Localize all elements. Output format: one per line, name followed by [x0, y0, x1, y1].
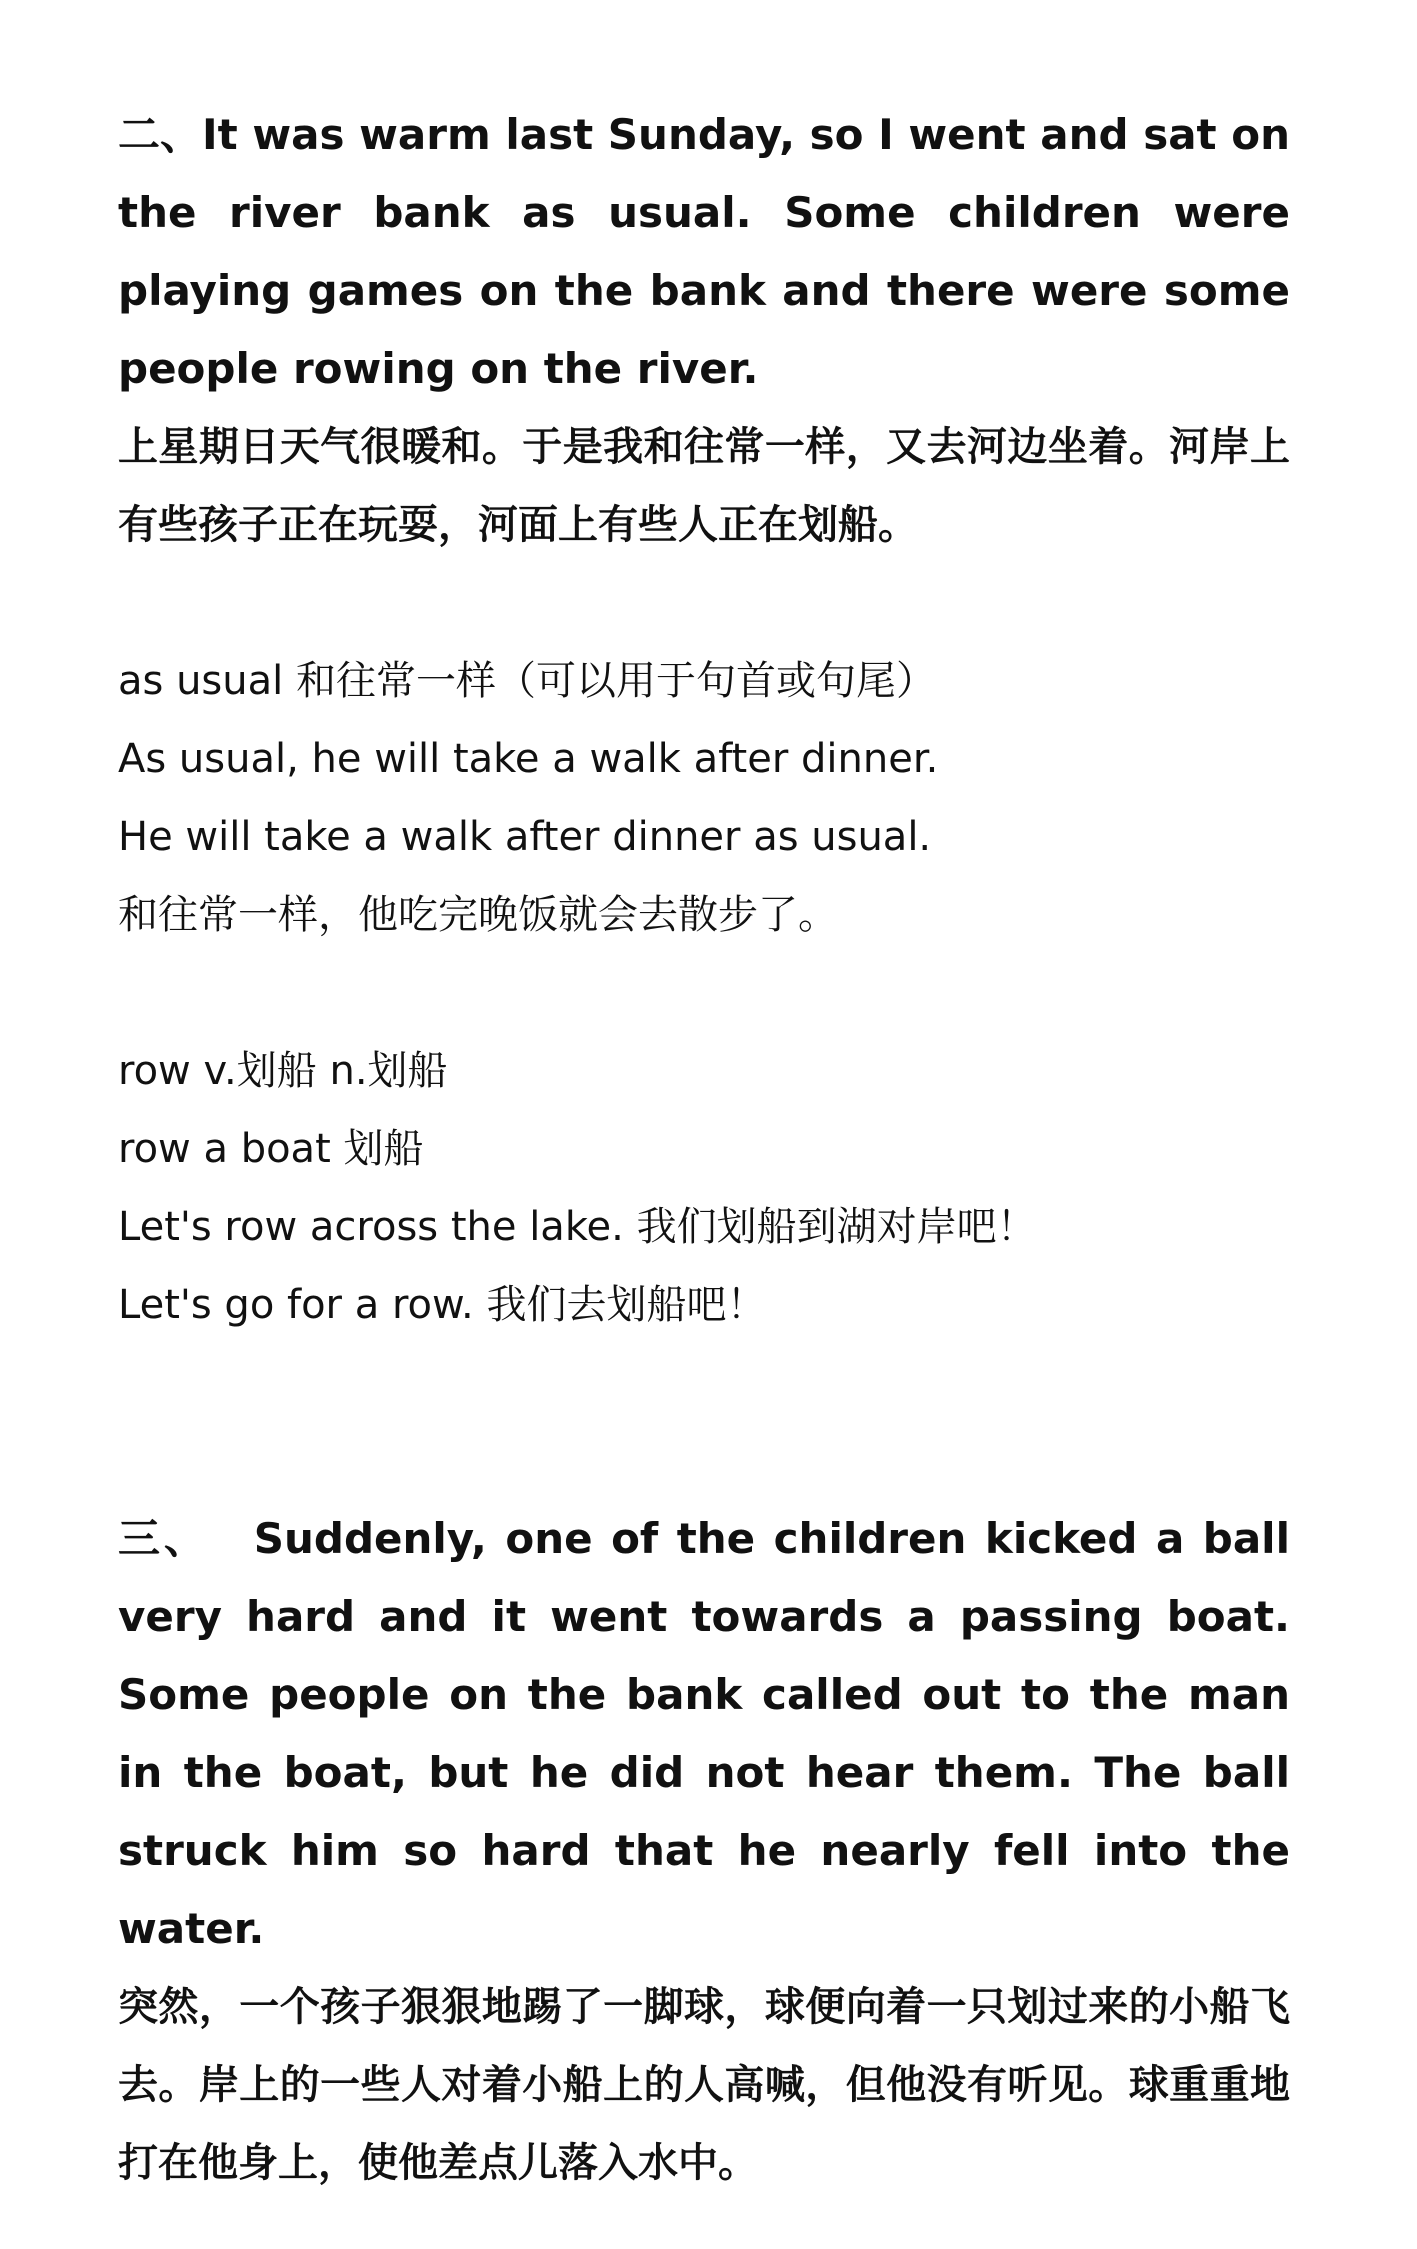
section-2-marker: 二、 — [118, 110, 203, 159]
spacer — [118, 1344, 1290, 1500]
spacer — [118, 954, 1290, 1032]
spacer — [118, 564, 1290, 642]
note-row-example-2: Let's go for a row. 我们去划船吧！ — [118, 1282, 767, 1328]
section-2-chinese: 上星期日天气很暖和。于是我和往常一样，又去河边坐着。河岸上有些孩子正在玩耍，河面上有些人正在划船。 — [118, 424, 1290, 548]
note-as-usual-example-1: As usual, he will take a walk after dinner. — [118, 736, 939, 782]
note-row-definition: row v.划船 n.划船 — [118, 1048, 448, 1094]
section-3-english-text: Suddenly, one of the children kicked a ball very hard and it went towards a passing boat. Some people on the bank called out to the man in the boat, but he did not hear them. The ball struck him so hard that he nearly fell into the water. — [118, 1514, 1290, 1953]
section-3-english — [118, 1500, 1290, 1968]
section-3-chinese: 突然，一个孩子狠狠地踢了一脚球，球便向着一只划过来的小船飞去。岸上的一些人对着小船上的人高喊，但他没有听见。球重重地打在他身上，使他差点儿落入水中。 — [118, 1984, 1290, 2186]
note-as-usual-translation: 和往常一样，他吃完晚饭就会去散步了。 — [118, 892, 838, 938]
section-3-marker: 三、 — [118, 1514, 210, 1563]
section-2-english — [118, 96, 1290, 408]
section-2-english-text: It was warm last Sunday, so I went and sat on the river bank as usual. Some children were playing games on the bank and there were some people rowing on the river. — [118, 110, 1290, 393]
note-as-usual-example-2: He will take a walk after dinner as usual. — [118, 814, 932, 860]
note-row-example-1: Let's row across the lake. 我们划船到湖对岸吧！ — [118, 1204, 1037, 1250]
note-as-usual-definition: as usual 和往常一样（可以用于句首或句尾） — [118, 658, 936, 704]
note-row-phrase: row a boat 划船 — [118, 1126, 424, 1172]
document-body — [118, 96, 1290, 2202]
